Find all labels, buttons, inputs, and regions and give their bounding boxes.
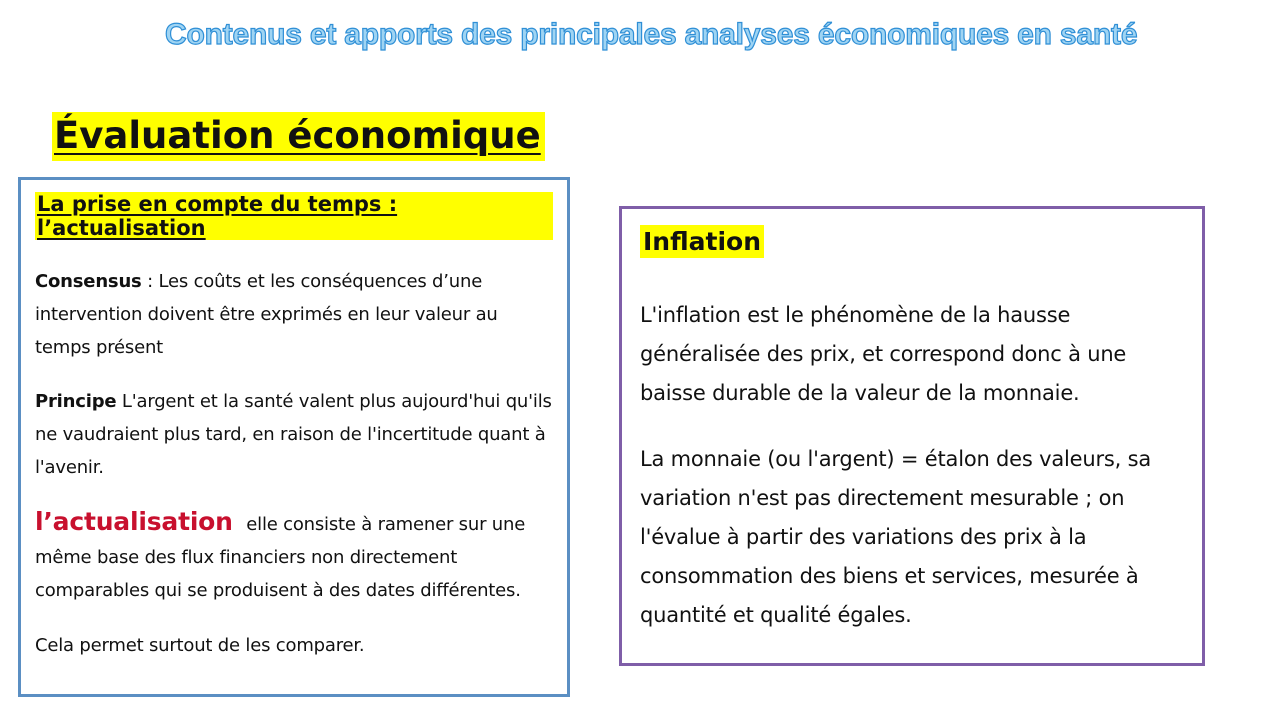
consensus-paragraph — [35, 265, 553, 364]
inflation-paragraph-2: La monnaie (ou l'argent) = étalon des valeurs, sa variation n'est pas directement mesurable ; on l'évalue à partir des variations des prix à la consommation des biens et services, mesurée à quantité et qualité égales. — [640, 447, 1152, 627]
actualisation-box — [18, 177, 570, 697]
principe-term: Principe — [35, 391, 117, 412]
consensus-term: Consensus — [35, 271, 142, 292]
actualisation-text: elle consiste à ramener sur une même base des flux financiers non directement comparables qui se produisent à des dates différentes. — [35, 514, 526, 601]
principe-paragraph — [35, 385, 553, 484]
inflation-box — [619, 206, 1205, 666]
slide-title: Contenus et apports des principales analyses économiques en santé — [165, 18, 1138, 51]
principe-text: L'argent et la santé valent plus aujourd'hui qu'ils ne vaudraient plus tard, en raison de l'incertitude quant à l'avenir. — [35, 391, 552, 478]
inflation-box-title: Inflation — [640, 225, 764, 258]
actualisation-term: l’actualisation — [35, 507, 233, 536]
inflation-paragraph-1: L'inflation est le phénomène de la hausse généralisée des prix, et correspond donc à une baisse durable de la valeur de la monnaie. — [640, 303, 1127, 405]
section-heading: Évaluation économique — [52, 112, 545, 161]
consensus-text: : Les coûts et les conséquences d’une intervention doivent être exprimés en leur valeur au temps présent — [35, 271, 498, 358]
actualisation-box-title: La prise en compte du temps : l’actualisation — [35, 192, 553, 240]
closing-paragraph: Cela permet surtout de les comparer. — [35, 635, 365, 656]
actualisation-paragraph — [35, 505, 553, 607]
